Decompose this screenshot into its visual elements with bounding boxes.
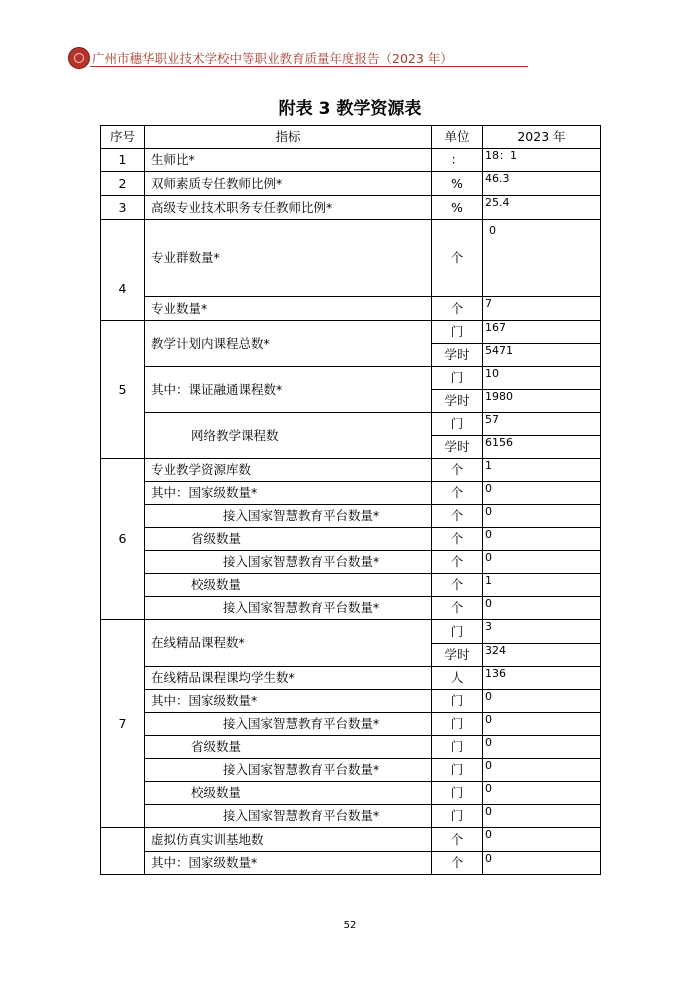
row-value: 0 bbox=[483, 505, 601, 528]
row-value: 46.3 bbox=[483, 172, 601, 196]
row-indicator: 在线精品课程课均学生数* bbox=[145, 667, 432, 690]
row-indicator: 虚拟仿真实训基地数 bbox=[145, 828, 432, 852]
row-value: 0 bbox=[483, 482, 601, 505]
row-unit: 学时 bbox=[432, 436, 483, 459]
row-value: 0 bbox=[483, 736, 601, 759]
row-unit: % bbox=[432, 196, 483, 220]
table-row bbox=[101, 713, 601, 736]
table-row bbox=[101, 805, 601, 828]
row-unit: 门 bbox=[432, 620, 483, 644]
row-unit: 个 bbox=[432, 551, 483, 574]
row-value: 0 bbox=[483, 782, 601, 805]
row-value: 324 bbox=[483, 644, 601, 667]
row-value: 25.4 bbox=[483, 196, 601, 220]
row-indicator: 专业教学资源库数 bbox=[145, 459, 432, 482]
row-indicator: 接入国家智慧教育平台数量* bbox=[145, 759, 432, 782]
row-indicator: 教学计划内课程总数* bbox=[145, 321, 432, 367]
row-unit: 个 bbox=[432, 528, 483, 551]
row-seq: 3 bbox=[101, 196, 145, 220]
row-indicator: 省级数量 bbox=[145, 736, 432, 759]
row-unit: 门 bbox=[432, 413, 483, 436]
row-value: 0 bbox=[483, 759, 601, 782]
table-row bbox=[101, 172, 601, 196]
table-row bbox=[101, 828, 601, 852]
table-row bbox=[101, 505, 601, 528]
row-unit: ： bbox=[432, 149, 483, 172]
row-unit: 门 bbox=[432, 782, 483, 805]
row-value: 167 bbox=[483, 321, 601, 344]
table-row bbox=[101, 220, 601, 297]
header-unit: 单位 bbox=[432, 126, 483, 149]
row-indicator: 其中：国家级数量* bbox=[145, 690, 432, 713]
table-row bbox=[101, 321, 601, 344]
row-unit: 学时 bbox=[432, 344, 483, 367]
teaching-resources-table bbox=[100, 125, 601, 875]
row-unit: 个 bbox=[432, 482, 483, 505]
row-value: 6156 bbox=[483, 436, 601, 459]
table-row bbox=[101, 149, 601, 172]
row-indicator: 接入国家智慧教育平台数量* bbox=[145, 805, 432, 828]
row-unit: 门 bbox=[432, 805, 483, 828]
row-unit: 门 bbox=[432, 713, 483, 736]
row-seq: 4 bbox=[101, 220, 145, 321]
header-indicator: 指标 bbox=[145, 126, 432, 149]
row-unit: 个 bbox=[432, 852, 483, 875]
table-row bbox=[101, 459, 601, 482]
report-header bbox=[68, 47, 648, 71]
row-unit: 个 bbox=[432, 574, 483, 597]
row-value: 3 bbox=[483, 620, 601, 644]
row-indicator: 生师比* bbox=[145, 149, 432, 172]
table-row bbox=[101, 852, 601, 875]
row-value: 0 bbox=[483, 805, 601, 828]
row-unit: 门 bbox=[432, 736, 483, 759]
row-unit: 个 bbox=[432, 220, 483, 297]
table-header-row bbox=[101, 126, 601, 149]
row-value: 1 bbox=[483, 574, 601, 597]
row-value: 5471 bbox=[483, 344, 601, 367]
table-row bbox=[101, 690, 601, 713]
row-value: 7 bbox=[483, 297, 601, 321]
row-indicator: 专业群数量* bbox=[145, 220, 432, 297]
row-unit: 个 bbox=[432, 297, 483, 321]
row-value: 0 bbox=[483, 551, 601, 574]
row-value: 136 bbox=[483, 667, 601, 690]
row-value: 0 bbox=[483, 597, 601, 620]
table-row bbox=[101, 574, 601, 597]
table-row bbox=[101, 597, 601, 620]
row-unit: % bbox=[432, 172, 483, 196]
row-seq-empty bbox=[101, 828, 145, 875]
row-seq: 1 bbox=[101, 149, 145, 172]
row-value: 57 bbox=[483, 413, 601, 436]
row-seq: 7 bbox=[101, 620, 145, 828]
row-unit: 个 bbox=[432, 828, 483, 852]
row-indicator: 其中：课证融通课程数* bbox=[145, 367, 432, 413]
row-unit: 门 bbox=[432, 690, 483, 713]
table-row bbox=[101, 367, 601, 390]
table-row bbox=[101, 528, 601, 551]
header-title: 广州市穗华职业技术学校中等职业教育质量年度报告（2023 年） bbox=[92, 51, 453, 66]
table-row bbox=[101, 759, 601, 782]
row-seq: 6 bbox=[101, 459, 145, 620]
row-indicator: 校级数量 bbox=[145, 574, 432, 597]
row-indicator: 在线精品课程数* bbox=[145, 620, 432, 667]
header-underline bbox=[90, 66, 528, 67]
row-indicator: 省级数量 bbox=[145, 528, 432, 551]
header-seq: 序号 bbox=[101, 126, 145, 149]
row-unit: 个 bbox=[432, 459, 483, 482]
row-value: 10 bbox=[483, 367, 601, 390]
page-number: 52 bbox=[343, 920, 357, 931]
row-unit: 门 bbox=[432, 367, 483, 390]
row-indicator: 高级专业技术职务专任教师比例* bbox=[145, 196, 432, 220]
row-unit: 学时 bbox=[432, 390, 483, 413]
table-row bbox=[101, 551, 601, 574]
table-row bbox=[101, 297, 601, 321]
row-indicator: 其中：国家级数量* bbox=[145, 482, 432, 505]
row-seq: 2 bbox=[101, 172, 145, 196]
row-seq: 5 bbox=[101, 321, 145, 459]
row-value: 1980 bbox=[483, 390, 601, 413]
row-unit: 门 bbox=[432, 321, 483, 344]
table-row bbox=[101, 620, 601, 644]
row-indicator: 接入国家智慧教育平台数量* bbox=[145, 597, 432, 620]
row-indicator: 网络教学课程数 bbox=[145, 413, 432, 459]
row-indicator: 双师素质专任教师比例* bbox=[145, 172, 432, 196]
row-indicator: 接入国家智慧教育平台数量* bbox=[145, 551, 432, 574]
row-value: 0 bbox=[483, 528, 601, 551]
row-value: 0 bbox=[483, 220, 601, 297]
row-indicator: 接入国家智慧教育平台数量* bbox=[145, 713, 432, 736]
table-row bbox=[101, 782, 601, 805]
table-row bbox=[101, 196, 601, 220]
row-value: 18：1 bbox=[483, 149, 601, 172]
table-row bbox=[101, 736, 601, 759]
table-row bbox=[101, 667, 601, 690]
row-unit: 个 bbox=[432, 597, 483, 620]
row-indicator: 专业数量* bbox=[145, 297, 432, 321]
row-indicator: 校级数量 bbox=[145, 782, 432, 805]
row-unit: 个 bbox=[432, 505, 483, 528]
row-unit: 人 bbox=[432, 667, 483, 690]
header-year: 2023 年 bbox=[483, 126, 601, 149]
table-row bbox=[101, 482, 601, 505]
row-indicator: 接入国家智慧教育平台数量* bbox=[145, 505, 432, 528]
table-title: 附表 3 教学资源表 bbox=[278, 99, 422, 119]
row-unit: 学时 bbox=[432, 644, 483, 667]
row-value: 0 bbox=[483, 828, 601, 852]
row-unit: 门 bbox=[432, 759, 483, 782]
row-indicator: 其中：国家级数量* bbox=[145, 852, 432, 875]
school-logo-icon bbox=[68, 47, 90, 69]
row-value: 0 bbox=[483, 690, 601, 713]
row-value: 0 bbox=[483, 713, 601, 736]
row-value: 1 bbox=[483, 459, 601, 482]
table-row bbox=[101, 413, 601, 436]
row-value: 0 bbox=[483, 852, 601, 875]
